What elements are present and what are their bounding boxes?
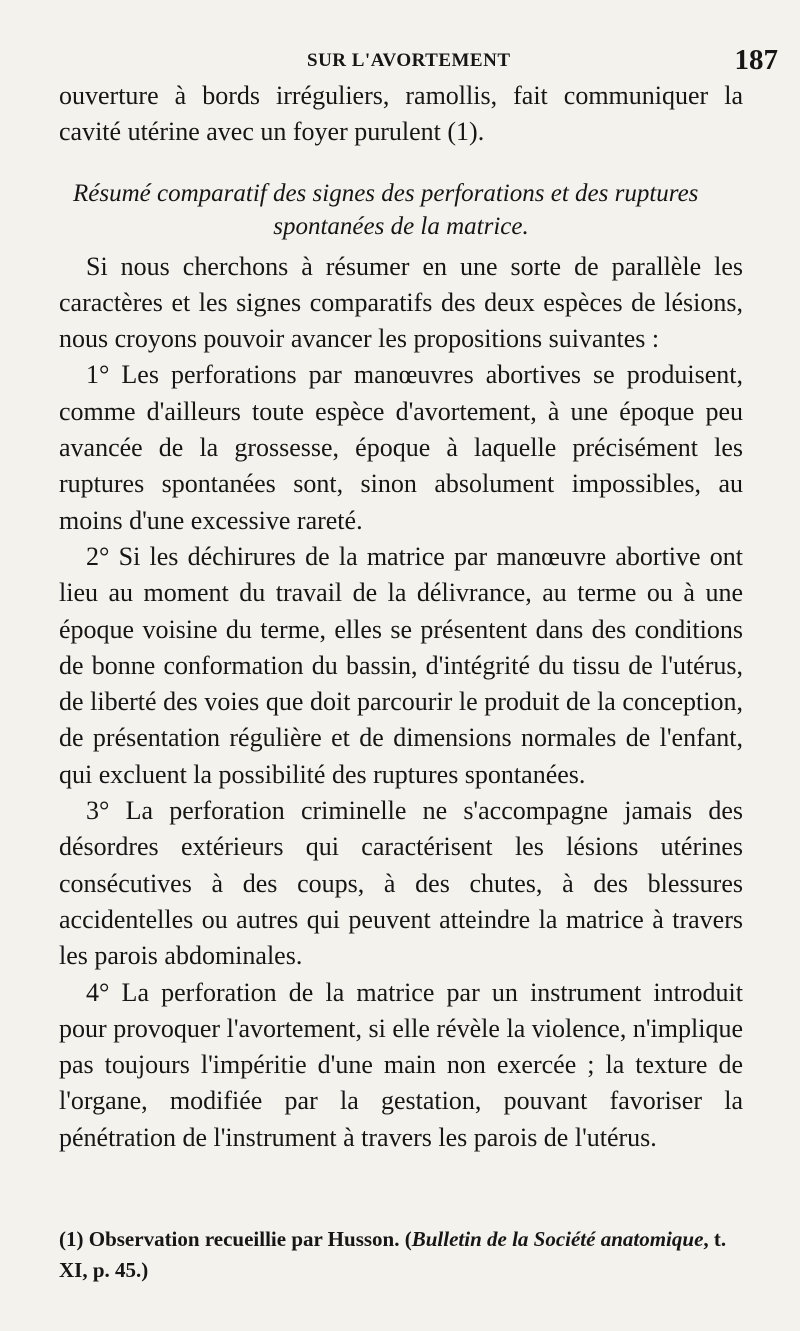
paragraph-intro: Si nous cherchons à résumer en une sorte de parallèle les caractères et les signes comparatifs des deux espèces de lésions, nous croyons pouvoir avancer les propositions suivantes : [59,251,743,354]
page-number: 187 [734,44,778,76]
page-header [0,44,800,78]
section-title-line-2: spontanées de la matrice. [273,212,529,240]
body-text [59,78,743,1156]
paragraph-point-3: 3° La perforation criminelle ne s'accompagne jamais des désordres extérieurs qui caractérisent les lésions utérines consécutives à des coups, à des chutes, à des blessures accidentelles ou autres qui peuvent atteindre la matrice à travers les parois abdominales. [59,796,743,971]
section-title [59,177,743,243]
running-title: SUR L'AVORTEMENT [307,50,511,71]
opening-paragraph: ouverture à bords irréguliers, ramollis, fait communiquer la cavité utérine avec un foyer purulent (1). [59,81,743,147]
footnote-tail: , t. XI, p. 45.) [59,1227,727,1282]
footnote-source: Bulletin de la Société anatomique [411,1227,704,1251]
paragraph-point-4: 4° La perforation de la matrice par un instrument introduit pour provoquer l'avortement, si elle révèle la violence, n'implique pas toujours l'impéritie d'une main non exercée ; la texture de l'organe, modifiée par la gestation, pouvant favoriser la pénétration de l'instrument à travers les parois de l'utérus. [59,977,743,1152]
section-title-line-1: Résumé comparatif des signes des perforations et des ruptures [73,179,699,207]
footnote-text: (1) Observation recueillie par Husson. ( [59,1227,412,1251]
paragraph-point-2: 2° Si les déchirures de la matrice par manœuvre abortive ont lieu au moment du travail de la délivrance, au terme ou à une époque voisine du terme, elles se présentent dans des conditions de bonne conformation du bassin, d'intégrité du tissu de l'utérus, de liberté des voies que doit parcourir le produit de la conception, de présentation régulière et de dimensions normales de l'enfant, qui excluent la possibilité des ruptures spontanées. [59,541,743,789]
footnote [59,1224,749,1286]
paragraph-point-1: 1° Les perforations par manœuvres abortives se produisent, comme d'ailleurs toute espèce d'avortement, à une époque peu avancée de la grossesse, époque à laquelle précisément les ruptures spontanées sont, sinon absolument impossibles, au moins d'une excessive rareté. [59,360,743,535]
